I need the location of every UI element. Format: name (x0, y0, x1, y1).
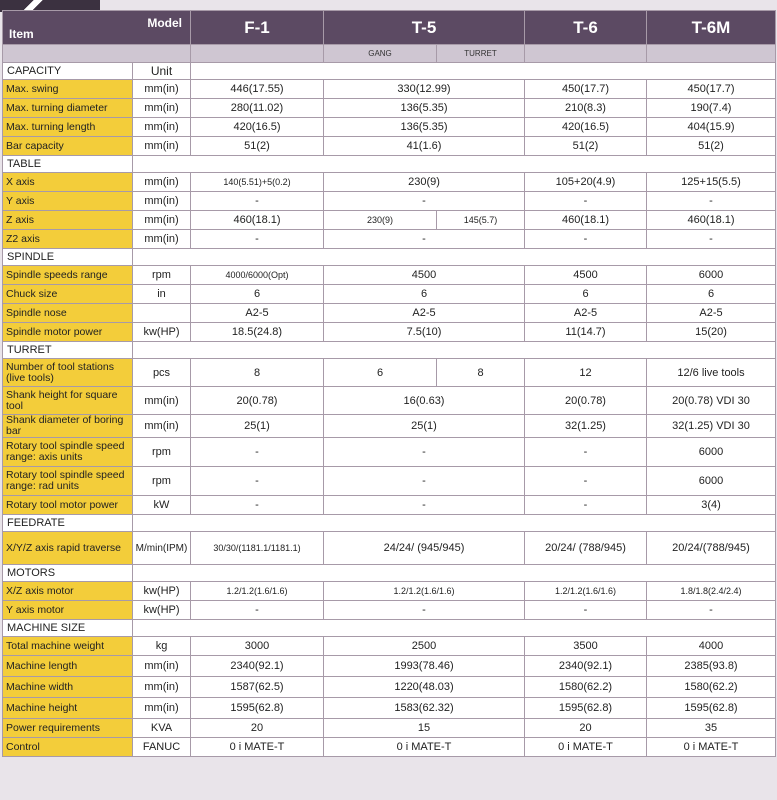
row-label: Y axis motor (3, 601, 133, 620)
table-row (3, 677, 776, 698)
t5-turret-label: TURRET (437, 45, 525, 63)
section-motors (3, 565, 776, 582)
value-t6: 105+20(4.9) (525, 173, 647, 192)
value-f1: - (191, 230, 324, 249)
value-f1: 280(11.02) (191, 99, 324, 118)
model-label: Model (147, 16, 182, 30)
value-t6m: 450(17.7) (647, 80, 776, 99)
value-t6m: 2385(93.8) (647, 656, 776, 677)
row-unit: FANUC (133, 738, 191, 757)
value-t6m: 15(20) (647, 323, 776, 342)
value-f1: 20(0.78) (191, 387, 324, 415)
table-row (3, 323, 776, 342)
value-t6m: - (647, 192, 776, 211)
value-t5: 16(0.63) (324, 387, 525, 415)
table-row (3, 285, 776, 304)
value-t6: 210(8.3) (525, 99, 647, 118)
value-t5: - (324, 496, 525, 515)
table-row (3, 698, 776, 719)
value-t6m: 20(0.78) VDI 30 (647, 387, 776, 415)
section-machine-size (3, 620, 776, 637)
row-unit: mm(in) (133, 211, 191, 230)
value-f1: 1.2/1.2(1.6/1.6) (191, 582, 324, 601)
value-t5: 230(9) (324, 173, 525, 192)
row-label: Y axis (3, 192, 133, 211)
value-f1: 30/30/(1181.1/1181.1) (191, 532, 324, 565)
model-f1: F-1 (191, 11, 324, 45)
row-label: Z axis (3, 211, 133, 230)
table-row (3, 118, 776, 137)
value-t6m: - (647, 601, 776, 620)
value-t6: 4500 (525, 266, 647, 285)
value-f1: 2340(92.1) (191, 656, 324, 677)
section-title: FEEDRATE (3, 515, 133, 532)
value-t6: 1595(62.8) (525, 698, 647, 719)
value-f1: - (191, 192, 324, 211)
value-t6: 450(17.7) (525, 80, 647, 99)
table-row (3, 192, 776, 211)
value-t5-turret: 145(5.7) (437, 211, 525, 230)
value-t6: 3500 (525, 637, 647, 656)
row-unit: kw(HP) (133, 323, 191, 342)
value-f1: 25(1) (191, 415, 324, 438)
row-unit: rpm (133, 467, 191, 496)
row-label: Spindle speeds range (3, 266, 133, 285)
value-t6m: 32(1.25) VDI 30 (647, 415, 776, 438)
value-t6: A2-5 (525, 304, 647, 323)
value-f1: 1587(62.5) (191, 677, 324, 698)
value-t5: 7.5(10) (324, 323, 525, 342)
row-label: Number of tool stations (live tools) (3, 359, 133, 387)
row-unit: mm(in) (133, 80, 191, 99)
row-unit: mm(in) (133, 230, 191, 249)
section-title: MOTORS (3, 565, 133, 582)
value-f1: - (191, 438, 324, 467)
value-t6m: 404(15.9) (647, 118, 776, 137)
row-label: Z2 axis (3, 230, 133, 249)
value-t6m: 460(18.1) (647, 211, 776, 230)
unit-header: Unit (133, 63, 191, 80)
value-t5: - (324, 230, 525, 249)
row-unit: kw(HP) (133, 582, 191, 601)
row-label: Bar capacity (3, 137, 133, 156)
row-label: Spindle motor power (3, 323, 133, 342)
row-unit: mm(in) (133, 698, 191, 719)
row-label: Max. turning diameter (3, 99, 133, 118)
value-t6: - (525, 192, 647, 211)
value-t6m: 6000 (647, 438, 776, 467)
value-f1: 4000/6000(Opt) (191, 266, 324, 285)
value-t5: - (324, 467, 525, 496)
row-label: Max. swing (3, 80, 133, 99)
value-t6: 420(16.5) (525, 118, 647, 137)
header-row (3, 11, 776, 45)
table-row (3, 637, 776, 656)
row-label: Rotary tool spindle speed range: rad units (3, 467, 133, 496)
model-t6: T-6 (525, 11, 647, 45)
row-unit: KVA (133, 719, 191, 738)
value-f1: 140(5.51)+5(0.2) (191, 173, 324, 192)
section-title: SPINDLE (3, 249, 133, 266)
row-unit: mm(in) (133, 192, 191, 211)
value-t6: 20(0.78) (525, 387, 647, 415)
row-label: Control (3, 738, 133, 757)
row-unit: pcs (133, 359, 191, 387)
value-t6: - (525, 601, 647, 620)
value-t6: 51(2) (525, 137, 647, 156)
value-t5: 1220(48.03) (324, 677, 525, 698)
row-label: Chuck size (3, 285, 133, 304)
row-unit (133, 304, 191, 323)
value-t6m: 12/6 live tools (647, 359, 776, 387)
row-unit: rpm (133, 266, 191, 285)
row-unit: mm(in) (133, 137, 191, 156)
row-label: Shank diameter of boring bar (3, 415, 133, 438)
value-t6m: 1595(62.8) (647, 698, 776, 719)
row-unit: kW (133, 496, 191, 515)
value-t5-turret: 8 (437, 359, 525, 387)
value-t5: 136(5.35) (324, 99, 525, 118)
table-row (3, 719, 776, 738)
section-title: CAPACITY (3, 63, 133, 80)
value-t6: 20 (525, 719, 647, 738)
row-unit: rpm (133, 438, 191, 467)
section-title: TURRET (3, 342, 133, 359)
row-label: Rotary tool spindle speed range: axis units (3, 438, 133, 467)
row-unit: mm(in) (133, 99, 191, 118)
value-f1: - (191, 601, 324, 620)
value-t5: - (324, 438, 525, 467)
section-table (3, 156, 776, 173)
row-label: Total machine weight (3, 637, 133, 656)
value-t6m: 4000 (647, 637, 776, 656)
value-t6m: 20/24/(788/945) (647, 532, 776, 565)
value-t5: 0 i MATE-T (324, 738, 525, 757)
value-t6: - (525, 496, 647, 515)
value-t5-gang: 230(9) (324, 211, 437, 230)
value-f1: 20 (191, 719, 324, 738)
section-feedrate (3, 515, 776, 532)
value-f1: 420(16.5) (191, 118, 324, 137)
row-unit: M/min(IPM) (133, 532, 191, 565)
row-label: Max. turning length (3, 118, 133, 137)
row-unit: mm(in) (133, 677, 191, 698)
row-label: X/Y/Z axis rapid traverse (3, 532, 133, 565)
table-row (3, 230, 776, 249)
value-f1: A2-5 (191, 304, 324, 323)
section-capacity (3, 63, 776, 80)
table-row (3, 137, 776, 156)
value-t5: 1.2/1.2(1.6/1.6) (324, 582, 525, 601)
value-t6m: 3(4) (647, 496, 776, 515)
row-label: X/Z axis motor (3, 582, 133, 601)
section-title: TABLE (3, 156, 133, 173)
table-row (3, 211, 776, 230)
table-row (3, 532, 776, 565)
table-row (3, 582, 776, 601)
row-unit: mm(in) (133, 415, 191, 438)
table-row (3, 496, 776, 515)
value-t6m: 6000 (647, 467, 776, 496)
value-t6m: 125+15(5.5) (647, 173, 776, 192)
table-row (3, 387, 776, 415)
table-row (3, 359, 776, 387)
value-t5: 25(1) (324, 415, 525, 438)
value-t5: 4500 (324, 266, 525, 285)
value-t6: 1580(62.2) (525, 677, 647, 698)
table-row (3, 656, 776, 677)
table-row (3, 415, 776, 438)
section-title: MACHINE SIZE (3, 620, 133, 637)
value-t5: 6 (324, 285, 525, 304)
value-t5: 24/24/ (945/945) (324, 532, 525, 565)
table-row (3, 80, 776, 99)
value-t5: 2500 (324, 637, 525, 656)
value-f1: 460(18.1) (191, 211, 324, 230)
row-unit: mm(in) (133, 118, 191, 137)
table-row (3, 304, 776, 323)
item-label: Item (9, 27, 34, 41)
value-t6: 20/24/ (788/945) (525, 532, 647, 565)
value-t5: - (324, 192, 525, 211)
table-row (3, 601, 776, 620)
value-t6m: 1580(62.2) (647, 677, 776, 698)
value-t6m: 6 (647, 285, 776, 304)
row-label: Power requirements (3, 719, 133, 738)
row-unit: kg (133, 637, 191, 656)
value-t6: 6 (525, 285, 647, 304)
model-t6m: T-6M (647, 11, 776, 45)
value-t6: 460(18.1) (525, 211, 647, 230)
value-t6: 32(1.25) (525, 415, 647, 438)
row-unit: mm(in) (133, 387, 191, 415)
value-t5: 136(5.35) (324, 118, 525, 137)
subheader-row (3, 45, 776, 63)
t5-gang-label: GANG (324, 45, 437, 63)
row-unit: mm(in) (133, 173, 191, 192)
row-unit: in (133, 285, 191, 304)
row-unit: kw(HP) (133, 601, 191, 620)
value-f1: 51(2) (191, 137, 324, 156)
table-row (3, 99, 776, 118)
value-t5: - (324, 601, 525, 620)
value-t6m: 190(7.4) (647, 99, 776, 118)
value-t6m: 51(2) (647, 137, 776, 156)
row-label: Spindle nose (3, 304, 133, 323)
table-row (3, 173, 776, 192)
row-label: Machine height (3, 698, 133, 719)
row-label: Rotary tool motor power (3, 496, 133, 515)
table-row (3, 738, 776, 757)
value-f1: 6 (191, 285, 324, 304)
value-f1: - (191, 467, 324, 496)
value-f1: 1595(62.8) (191, 698, 324, 719)
value-t6: - (525, 230, 647, 249)
value-f1: - (191, 496, 324, 515)
spec-table (2, 10, 776, 757)
table-row (3, 266, 776, 285)
value-t6: - (525, 438, 647, 467)
value-f1: 0 i MATE-T (191, 738, 324, 757)
table-row (3, 467, 776, 496)
value-t5: 1993(78.46) (324, 656, 525, 677)
model-t5: T-5 (324, 11, 525, 45)
value-t6m: 35 (647, 719, 776, 738)
value-t6m: 6000 (647, 266, 776, 285)
value-t6: 0 i MATE-T (525, 738, 647, 757)
value-f1: 446(17.55) (191, 80, 324, 99)
item-model-corner (3, 11, 191, 45)
row-label: Machine length (3, 656, 133, 677)
value-f1: 18.5(24.8) (191, 323, 324, 342)
value-t5: 15 (324, 719, 525, 738)
value-t6m: 1.8/1.8(2.4/2.4) (647, 582, 776, 601)
value-t5-gang: 6 (324, 359, 437, 387)
value-t5: A2-5 (324, 304, 525, 323)
row-label: Machine width (3, 677, 133, 698)
value-t5: 330(12.99) (324, 80, 525, 99)
value-t6: 2340(92.1) (525, 656, 647, 677)
row-label: Shank height for square tool (3, 387, 133, 415)
value-t6: 1.2/1.2(1.6/1.6) (525, 582, 647, 601)
value-t5: 1583(62.32) (324, 698, 525, 719)
value-t6: 12 (525, 359, 647, 387)
section-spindle (3, 249, 776, 266)
value-t6m: 0 i MATE-T (647, 738, 776, 757)
row-label: X axis (3, 173, 133, 192)
value-t6m: A2-5 (647, 304, 776, 323)
value-t6: - (525, 467, 647, 496)
value-f1: 3000 (191, 637, 324, 656)
value-f1: 8 (191, 359, 324, 387)
value-t5: 41(1.6) (324, 137, 525, 156)
table-row (3, 438, 776, 467)
section-turret (3, 342, 776, 359)
value-t6: 11(14.7) (525, 323, 647, 342)
row-unit: mm(in) (133, 656, 191, 677)
value-t6m: - (647, 230, 776, 249)
